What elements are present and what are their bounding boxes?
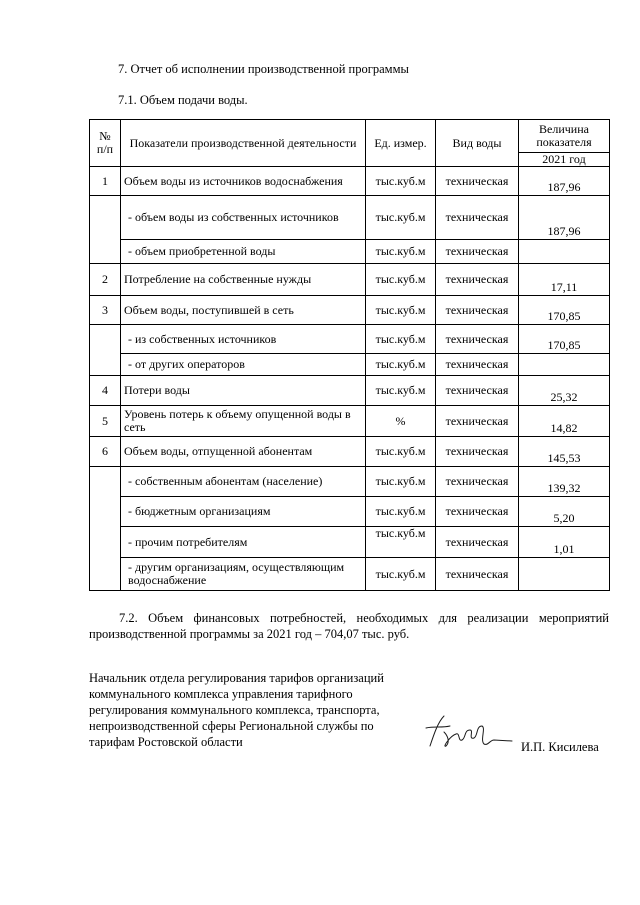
row-value <box>519 240 610 264</box>
table-row <box>90 376 610 406</box>
row-unit: тыс.куб.м <box>366 437 436 467</box>
row-num <box>90 467 121 591</box>
row-indicator: Объем воды из источников водоснабжения <box>121 167 366 196</box>
row-unit: тыс.куб.м <box>366 354 436 376</box>
row-unit: тыс.куб.м <box>366 240 436 264</box>
header-water-type: Вид воды <box>436 120 519 167</box>
row-value: 17,11 <box>519 264 610 296</box>
section-title: 7. Отчет об исполнении производственной программы <box>118 62 409 76</box>
row-value: 14,82 <box>519 406 610 437</box>
row-unit: тыс.куб.м <box>366 325 436 354</box>
row-num: 1 <box>90 167 121 196</box>
table-row <box>90 296 610 325</box>
row-indicator: - объем воды из собственных источников <box>121 196 366 240</box>
row-indicator: Потери воды <box>121 376 366 406</box>
row-unit: % <box>366 406 436 437</box>
signatory-position: Начальник отдела регулирования тарифов организаций коммунального комплекса управления тарифного регулирования коммунального комплекса, транспорта, непроизводственной сферы Региональной службы по тарифам Ростовской области <box>89 671 384 749</box>
row-unit: тыс.куб.м <box>366 167 436 196</box>
row-num: 2 <box>90 264 121 296</box>
header-unit: Ед. измер. <box>366 120 436 167</box>
row-num <box>90 325 121 376</box>
table-row <box>90 437 610 467</box>
row-num <box>90 196 121 264</box>
row-value: 25,32 <box>519 376 610 406</box>
header-year: 2021 год <box>519 153 610 167</box>
row-unit: тыс.куб.м <box>366 497 436 527</box>
row-water-type: техническая <box>436 240 519 264</box>
header-value: Величина показателя <box>519 120 610 153</box>
row-unit: тыс.куб.м <box>366 558 436 591</box>
row-water-type: техническая <box>436 196 519 240</box>
row-unit: тыс.куб.м <box>366 196 436 240</box>
row-water-type: техническая <box>436 497 519 527</box>
row-value <box>519 354 610 376</box>
row-water-type: техническая <box>436 296 519 325</box>
row-water-type: техническая <box>436 376 519 406</box>
row-indicator: - объем приобретенной воды <box>121 240 366 264</box>
row-indicator: Объем воды, отпущенной абонентам <box>121 437 366 467</box>
row-water-type: техническая <box>436 437 519 467</box>
header-indicator: Показатели производственной деятельности <box>121 120 366 167</box>
row-unit: тыс.куб.м <box>366 296 436 325</box>
row-indicator: - собственным абонентам (население) <box>121 467 366 497</box>
row-water-type: техническая <box>436 325 519 354</box>
row-value: 1,01 <box>519 527 610 558</box>
row-value <box>519 558 610 591</box>
table-row <box>90 325 610 354</box>
row-unit: тыс.куб.м <box>366 264 436 296</box>
row-water-type: техническая <box>436 527 519 558</box>
table-row <box>90 406 610 437</box>
row-value: 170,85 <box>519 296 610 325</box>
row-water-type: техническая <box>436 167 519 196</box>
row-num: 3 <box>90 296 121 325</box>
row-water-type: техническая <box>436 406 519 437</box>
row-unit: тыс.куб.м <box>366 376 436 406</box>
row-indicator: - от других операторов <box>121 354 366 376</box>
row-indicator: - бюджетным организациям <box>121 497 366 527</box>
row-value: 170,85 <box>519 325 610 354</box>
table-row <box>90 497 610 527</box>
row-value: 139,32 <box>519 467 610 497</box>
table-row <box>90 264 610 296</box>
table-row <box>90 196 610 240</box>
signatory-name: И.П. Кисилева <box>521 740 599 754</box>
row-unit: тыс.куб.м <box>366 467 436 497</box>
water-supply-table <box>89 119 610 591</box>
row-value: 5,20 <box>519 497 610 527</box>
row-num: 4 <box>90 376 121 406</box>
header-num: № п/п <box>90 120 121 167</box>
row-water-type: техническая <box>436 467 519 497</box>
row-num: 6 <box>90 437 121 467</box>
row-value: 145,53 <box>519 437 610 467</box>
row-value: 187,96 <box>519 167 610 196</box>
handwritten-signature <box>420 706 515 760</box>
row-water-type: техническая <box>436 558 519 591</box>
table-row <box>90 527 610 558</box>
row-water-type: техническая <box>436 354 519 376</box>
table-row <box>90 167 610 196</box>
table-row <box>90 558 610 591</box>
row-value: 187,96 <box>519 196 610 240</box>
financial-needs-paragraph: 7.2. Объем финансовых потребностей, необходимых для реализации мероприятий производственной программы за 2021 год – 704,07 тыс. руб. <box>89 611 609 641</box>
table-row <box>90 467 610 497</box>
table-row <box>90 354 610 376</box>
row-indicator: - из собственных источников <box>121 325 366 354</box>
row-indicator: Объем воды, поступившей в сеть <box>121 296 366 325</box>
subsection-title: 7.1. Объем подачи воды. <box>118 93 248 107</box>
row-indicator: - прочим потребителям <box>121 527 366 558</box>
row-indicator: Потребление на собственные нужды <box>121 264 366 296</box>
row-indicator: Уровень потерь к объему опущенной воды в сеть <box>121 406 366 437</box>
row-unit: тыс.куб.м <box>366 527 436 558</box>
row-water-type: техническая <box>436 264 519 296</box>
table-row <box>90 240 610 264</box>
row-num: 5 <box>90 406 121 437</box>
row-indicator: - другим организациям, осуществляющим водоснабжение <box>121 558 366 591</box>
